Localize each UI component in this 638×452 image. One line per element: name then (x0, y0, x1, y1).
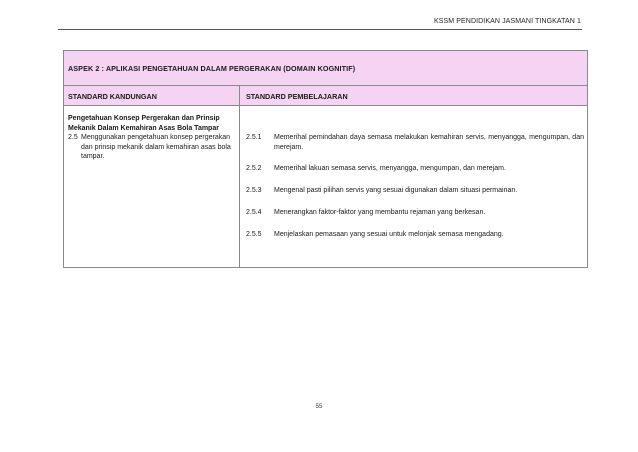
learning-standard-item (246, 186, 584, 196)
learning-standard-code: 2.5.3 (246, 187, 262, 194)
learning-standard-text: Memerihal lakuan semasa servis, menyangga, mengumpan, dan merejam. (274, 165, 506, 172)
content-topic: Pengetahuan Konsep Pergerakan dan Prinsip Mekanik Dalam Kemahiran Asas Bola Tampar (68, 115, 220, 132)
content-standard-cell (64, 106, 240, 267)
aspect-title-row (64, 51, 587, 86)
learning-standard-cell (240, 106, 587, 267)
learning-standard-item (246, 208, 584, 218)
learning-standard-item (246, 133, 584, 152)
learning-standard-code: 2.5.1 (246, 134, 262, 141)
table-body-row (64, 106, 587, 267)
learning-standard-header: STANDARD PEMBELAJARAN (246, 92, 348, 101)
curriculum-table (63, 50, 588, 268)
content-standard-text: Menggunakan pengetahuan konsep pergerakan dan prinsip mekanik dalam kemahiran asas bola tampar. (81, 134, 231, 160)
header-rule (58, 29, 582, 30)
running-header: KSSM PENDIDIKAN JASMANI TINGKATAN 1 (433, 18, 581, 25)
learning-standard-item (246, 230, 584, 240)
learning-standard-item (246, 164, 584, 174)
learning-standard-text: Memerihal pemindahan daya semasa melakukan kemahiran servis, menyangga, mengumpan, dan merejam. (274, 134, 584, 151)
learning-standard-code: 2.5.5 (246, 231, 262, 238)
column-header-row (64, 86, 587, 106)
content-standard (68, 133, 235, 162)
learning-standard-code: 2.5.4 (246, 209, 262, 216)
page-number: 55 (315, 404, 323, 410)
learning-standard-text: Menerangkan faktor-faktor yang membantu rejaman yang berkesan. (274, 209, 486, 216)
aspect-title: ASPEK 2 : APLIKASI PENGETAHUAN DALAM PERGERAKAN (DOMAIN KOGNITIF) (68, 63, 356, 73)
learning-standard-text: Mengenal pasti pilihan servis yang sesuai digunakan dalam situasi permainan. (274, 187, 518, 194)
learning-standard-text: Menjelaskan pemasaan yang sesuai untuk melonjak semasa mengadang. (274, 231, 504, 238)
content-standard-number: 2.5 (68, 134, 78, 141)
learning-standard-code: 2.5.2 (246, 165, 262, 172)
content-standard-header: STANDARD KANDUNGAN (64, 86, 240, 105)
